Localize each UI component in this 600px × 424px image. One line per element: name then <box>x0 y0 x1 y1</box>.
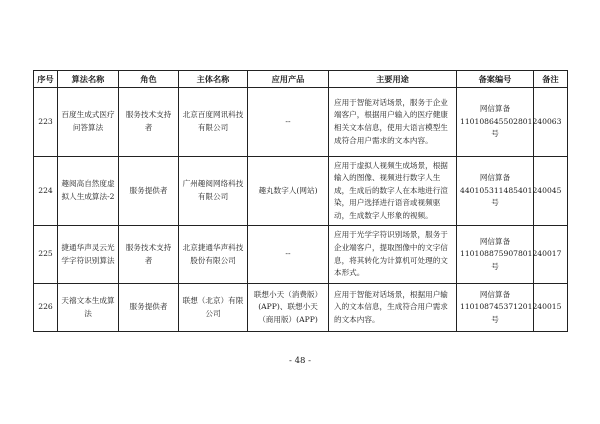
header-cell-number: 序号 <box>34 71 58 88</box>
cell-algorithm: 捷通华声灵云光学字符识别算法 <box>58 226 119 284</box>
cell-purpose: 应用于智能对话场景，服务于企业端客户，根据用户输入的医疗健康相关文本信息，使用大语言模型生成符合用户需求的文本内容。 <box>329 88 457 157</box>
cell-purpose: 应用于虚拟人视频生成场景，根据输入的图像、视频进行数字人生成，生成后的数字人在本地进行渲染，用户选择进行语音或视频驱动，生成数字人形象的视频。 <box>329 157 457 226</box>
header-cell-filing: 备案编号 <box>457 71 534 88</box>
header-cell-product: 应用产品 <box>248 71 329 88</box>
cell-entity: 北京百度网讯科技有限公司 <box>179 88 248 157</box>
header-cell-entity: 主体名称 <box>179 71 248 88</box>
cell-role: 服务提供者 <box>119 157 179 226</box>
cell-algorithm: 天禧文本生成算法 <box>58 284 119 332</box>
cell-role: 服务技术支持者 <box>119 88 179 157</box>
cell-number: 226 <box>34 284 58 332</box>
cell-algorithm: 百度生成式医疗问答算法 <box>58 88 119 157</box>
table-row <box>34 284 568 332</box>
cell-number: 223 <box>34 88 58 157</box>
cell-product: 趣丸数字人(网站) <box>248 157 329 226</box>
cell-purpose: 应用于光学字符识别场景，服务于企业端客户，提取图像中的文字信息，将其转化为计算机可处理的文本形式。 <box>329 226 457 284</box>
cell-entity: 联想（北京）有限公司 <box>179 284 248 332</box>
cell-role: 服务技术支持者 <box>119 226 179 284</box>
table-row <box>34 226 568 284</box>
cell-algorithm: 趣阅高自然度虚拟人生成算法-2 <box>58 157 119 226</box>
cell-filing: 网信算备110108745371201240015号 <box>457 284 534 332</box>
table-header-row <box>34 71 568 88</box>
cell-filing: 网信算备110108875907801240017号 <box>457 226 534 284</box>
cell-filing: 网信算备440105311485401240045号 <box>457 157 534 226</box>
header-cell-algorithm: 算法名称 <box>58 71 119 88</box>
cell-product: -- <box>248 88 329 157</box>
cell-number: 225 <box>34 226 58 284</box>
cell-entity: 广州趣阅网络科技有限公司 <box>179 157 248 226</box>
cell-product: -- <box>248 226 329 284</box>
header-cell-purpose: 主要用途 <box>329 71 457 88</box>
header-cell-role: 角色 <box>119 71 179 88</box>
table-row <box>34 88 568 157</box>
page-number: - 48 - <box>289 356 311 366</box>
cell-product: 联想小天（消费版）(APP)、联想小天（商用版）(APP) <box>248 284 329 332</box>
table-row <box>34 157 568 226</box>
cell-number: 224 <box>34 157 58 226</box>
cell-role: 服务提供者 <box>119 284 179 332</box>
cell-purpose: 应用于智能对话场景，根据用户输入的文本信息，生成符合用户需求的文本内容。 <box>329 284 457 332</box>
cell-filing: 网信算备110108645502801240063号 <box>457 88 534 157</box>
header-cell-note: 备注 <box>534 71 568 88</box>
cell-entity: 北京捷通华声科技股份有限公司 <box>179 226 248 284</box>
algorithm-registry-table <box>33 70 568 332</box>
